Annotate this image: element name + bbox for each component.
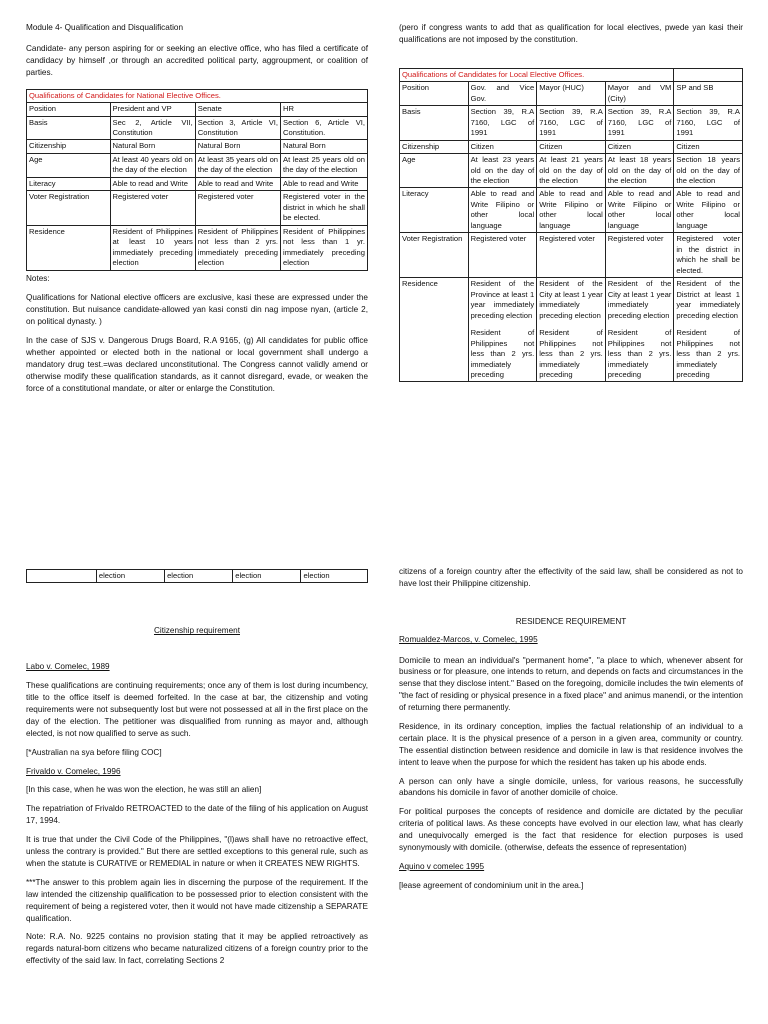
table-row [27, 116, 368, 140]
case-frivaldo-text-4: Note: R.A. No. 9225 contains no provision stating that it may be applied retroactively as regards natural-born citizens who became naturalized citizens of a foreign country prior to the effectivity of the said law. In fact, correlating Sections 2 [26, 932, 368, 966]
national-table-header: Senate [195, 103, 280, 116]
residence-paragraph-1: Domicile to mean an individual's "permanent home", "a place to which, whenever absent for business or for pleasure, one intends to return, and depends on facts and circumstances in the sense that they disclose intent." Based on the foregoing, domicile includes the twin elements of "the fact of residing or physical presence in a fixed place" and animus manendi, or the intention of returning there permanently. [399, 655, 743, 713]
local-table-cell [674, 154, 743, 188]
local-table-cell [537, 140, 606, 153]
table-row [27, 140, 368, 153]
national-table-caption: Qualifications of Candidates for National Elective Offices. [27, 89, 368, 102]
case-title-aquino: Aquino v comelec 1995 [399, 861, 485, 871]
local-table-cell [605, 154, 674, 188]
local-qualifications-table [399, 68, 743, 383]
local-cell-text: Resident of Philippines not less than 2 yrs. immediately preceding [539, 328, 603, 379]
table-row [27, 191, 368, 225]
local-cell-text: Citizen [607, 141, 631, 151]
national-table-cell: Section 6, Article VI, Constitution. [281, 116, 368, 140]
table-row [400, 154, 743, 188]
table-row [400, 278, 743, 382]
local-cell-text: Citizen [539, 141, 563, 151]
local-table-cell [674, 233, 743, 278]
national-table-cell: At least 35 years old on the day of the election [195, 153, 280, 177]
table-row [400, 140, 743, 153]
local-row-label: Age [400, 154, 469, 188]
table-row [400, 106, 743, 140]
local-table-cell [468, 233, 537, 278]
local-cell-text: Able to read and Write Filipino or other local language [539, 189, 603, 230]
case-title-frivaldo: Frivaldo v. Comelec, 1996 [26, 766, 121, 776]
local-table-cell [674, 188, 743, 233]
national-table-cell: Resident of Philippines at least 10 years immediately preceding election [110, 225, 195, 270]
case-aquino-note: [lease agreement of condominium unit in the area.] [399, 880, 584, 890]
local-table-header: Mayor (HUC) [537, 82, 606, 106]
national-table-cell: Natural Born [195, 140, 280, 153]
local-table-cell [537, 278, 606, 382]
national-qualifications-table [26, 89, 368, 271]
residence-paragraph-4: For political purposes the concepts of residence and domicile are dictated by the peculiar criteria of political laws. As these concepts have evolved in our election law, what has clearly and unequivocally emerged is the fact that residence for election purposes is used synonymously with domicile. (otherwise, defeats the essence of representation) [399, 807, 743, 853]
local-table-cell [468, 188, 537, 233]
case-frivaldo-note: [In this case, when he was won the election, he was still an alien] [26, 785, 262, 795]
case-frivaldo-text-2: It is true that under the Civil Code of the Philippines, "(l)aws shall have no retroactive effect, unless the contrary is provided." But there are settled exceptions to this general rule, such as when the statute is CURATIVE or REMEDIAL in nature or when it CREATES NEW RIGHTS. [26, 835, 368, 868]
page2-right-column [399, 566, 743, 1024]
national-row-label: Voter Registration [27, 191, 111, 225]
continuation-cell: election [301, 570, 368, 583]
case-labo-text: These qualifications are continuing requirements; once any of them is lost during incumbency, title to the office itself is deemed forfeited. In the case at bar, the citizenship and voting requirements were not subsequently lost but were not possessed at all in the first place on the day of the election. The petitioner was disqualified from running as mayor and, although elected, is not now qualified to serve as such. [26, 681, 368, 738]
local-row-label: Voter Registration [400, 233, 469, 278]
local-cell-text: Section 39, R.A 7160, LGC of 1991 [470, 107, 535, 138]
national-table-cell: Section 3, Article VI, Constitution [195, 116, 280, 140]
local-table-header: Mayor and VM (City) [605, 82, 674, 106]
note-paragraph-1: Qualifications for National elective officers are exclusive, kasi these are expressed under the constitution. But nuisance candidate-allowed yan kasi consti din nag impose nyan, (article 2, on political dynasty. ) [26, 293, 368, 327]
local-table-cell [537, 188, 606, 233]
case-title-romualdez: Romualdez-Marcos, v. Comelec, 1995 [399, 634, 538, 644]
local-table-cell [468, 154, 537, 188]
local-table-cell [605, 278, 674, 382]
case-frivaldo-text-3: ***The answer to this problem again lies in discerning the purpose of the requirement. If the law intended the citizenship qualification to be possessed prior to election consistent with the requirement of being a registered voter, then it would not have made citizenship a SEPARATE qualification. [26, 877, 368, 923]
page2-left-column [26, 566, 368, 1024]
local-row-label: Basis [400, 106, 469, 140]
candidate-definition: Candidate- any person aspiring for or seeking an elective office, who has filed a certificate of candidacy by himself ,or through an accredited political party, aggroupment, or coalition of parties. [26, 43, 368, 77]
national-table-cell: Registered voter in the district in which he shall be elected. [281, 191, 368, 225]
national-table-cell: Able to read and Write [281, 177, 368, 190]
national-table-cell: Natural Born [281, 140, 368, 153]
local-cell-text: Able to read and Write Filipino or other local language [676, 189, 740, 230]
national-table-header: President and VP [110, 103, 195, 116]
local-table-cell [537, 154, 606, 188]
local-table-caption-blank [674, 68, 743, 81]
national-row-label: Citizenship [27, 140, 111, 153]
local-cell-text: Section 39, R.A 7160, LGC of 1991 [676, 107, 740, 138]
national-row-label: Literacy [27, 177, 111, 190]
local-row-label: Residence [400, 278, 469, 382]
national-row-label: Residence [27, 225, 111, 270]
local-table-caption: Qualifications of Candidates for Local Elective Offices. [400, 68, 674, 81]
national-table-cell: Registered voter [110, 191, 195, 225]
local-cell-text: Registered voter in the district in which he shall be elected. [676, 234, 740, 275]
continuation-cell: election [233, 570, 301, 583]
local-table-cell [605, 140, 674, 153]
local-table-header: Position [400, 82, 469, 106]
continuation-cell: election [96, 570, 164, 583]
local-table-header: Gov. and Vice Gov. [468, 82, 537, 106]
national-row-label: Basis [27, 116, 111, 140]
local-table-cell [468, 278, 537, 382]
table-row [27, 177, 368, 190]
local-cell-text: Section 39, R.A 7160, LGC of 1991 [607, 107, 672, 138]
local-table-cell [468, 140, 537, 153]
local-table-header: SP and SB [674, 82, 743, 106]
residence-paragraph-2: Residence, in its ordinary conception, implies the factual relationship of an individual to a certain place. It is the physical presence of a person in a given area, community or country. The essential distinction between residence and domicile in law is that residence involves the intent to leave when the purpose for which the resident has taken up his abode ends. [399, 722, 743, 767]
local-cell-text: Registered voter [607, 234, 664, 244]
national-table-cell: Natural Born [110, 140, 195, 153]
continuation-blank-cell [27, 570, 97, 583]
local-table-cell [468, 106, 537, 140]
citizenship-continuation: citizens of a foreign country after the effectivity of the said law, shall be considered as not to have lost their Philippine citizenship. [399, 567, 743, 588]
national-table-header: Position [27, 103, 111, 116]
table-row [27, 153, 368, 177]
module-title: Module 4- Qualification and Disqualification [26, 23, 184, 32]
notes-label: Notes: [26, 273, 50, 283]
local-cell-text: Citizen [470, 141, 494, 151]
local-row-label: Citizenship [400, 140, 469, 153]
case-labo-note: [*Australian na sya before filing COC] [26, 747, 162, 757]
national-table-cell: Resident of Philippines not less than 1 yr. immediately preceding election [281, 225, 368, 270]
local-table-cell [674, 278, 743, 382]
table-row [400, 188, 743, 233]
continuation-cell: election [165, 570, 233, 583]
national-table-header: HR [281, 103, 368, 116]
residence-section-title: RESIDENCE REQUIREMENT [515, 616, 627, 626]
local-cell-text: Able to read and Write Filipino or other local language [470, 189, 535, 230]
local-table-cell [605, 233, 674, 278]
note-paragraph-2: In the case of SJS v. Dangerous Drugs Board, R.A 9165, (g) All candidates for public office whether appointed or elected both in the national or local government shall undergo a mandatory drug test.=was declared unconstitutional. The Congress cannot validly amend or otherwise modify these qualification standards, as it cannot disregard, evade, or weaken the force of a constitutional mandate, or alter or enlarge the Constitution. [26, 336, 368, 393]
local-cell-text: Registered voter [539, 234, 595, 244]
national-row-label: Age [27, 153, 111, 177]
national-table-cell: Sec 2, Article VII, Constitution [110, 116, 195, 140]
page1-right-column [399, 22, 743, 514]
local-table-cell [605, 106, 674, 140]
local-cell-text: Resident of Philippines not less than 2 yrs. immediately preceding [470, 328, 535, 379]
table-row [400, 233, 743, 278]
local-cell-text: Resident of Philippines not less than 2 yrs. immediately preceding [676, 328, 740, 379]
local-table-cell [674, 106, 743, 140]
case-frivaldo-text-1: The repatriation of Frivaldo RETROACTED to the date of the filing of his application on August 17, 1994. [26, 804, 368, 826]
national-table-cell: At least 40 years old on the day of the election [110, 153, 195, 177]
local-row-label: Literacy [400, 188, 469, 233]
local-table-cell [605, 188, 674, 233]
local-cell-text: Registered voter [470, 234, 527, 244]
local-cell-text: Citizen [676, 141, 700, 151]
national-table-cell: Able to read and Write [110, 177, 195, 190]
national-table-cell: Resident of Philippines not less than 2 yrs. immediately preceding election [195, 225, 280, 270]
local-cell-text: At least 21 years old on the day of the election [539, 155, 603, 185]
local-cell-text: Section 39, R.A 7160, LGC of 1991 [539, 107, 603, 138]
local-cell-text: Resident of the City at least 1 year immediately preceding election [539, 279, 603, 320]
local-cell-text: At least 18 years old on the day of the election [607, 155, 672, 185]
local-cell-text: At least 23 years old on the day of the election [470, 155, 535, 185]
local-table-cell [674, 140, 743, 153]
local-cell-text: Resident of the District at least 1 year immediately preceding election [676, 279, 740, 320]
national-table-continuation [26, 569, 368, 583]
citizenship-section-title: Citizenship requirement [153, 626, 240, 636]
local-cell-text: Resident of the Province at least 1 year immediately preceding election [470, 279, 535, 320]
residence-paragraph-3: A person can only have a single domicile, unless, for various reasons, he successfully abandons his domicile in favor of another domicile of choice. [399, 776, 743, 798]
national-table-cell: Registered voter [195, 191, 280, 225]
national-table-cell: At least 25 years old on the day of the election [281, 153, 368, 177]
local-cell-text: Resident of the City at least 1 year immediately preceding election [607, 279, 672, 320]
local-cell-text: Able to read and Write Filipino or other local language [607, 189, 672, 230]
local-cell-text: Resident of Philippines not less than 2 yrs. immediately preceding [607, 328, 672, 379]
table-row [27, 570, 368, 583]
table-row [27, 225, 368, 270]
national-table-cell: Able to read and Write [195, 177, 280, 190]
case-title-labo: Labo v. Comelec, 1989 [26, 662, 110, 672]
local-table-cell [537, 106, 606, 140]
local-table-cell [537, 233, 606, 278]
page1-left-column [26, 22, 368, 500]
local-cell-text: Section 18 years old on the day of the election [676, 155, 740, 185]
local-intro: (pero if congress wants to add that as qualification for local electives, pwede yan kasi their qualifications are not imposed by the constitution. [399, 23, 743, 44]
